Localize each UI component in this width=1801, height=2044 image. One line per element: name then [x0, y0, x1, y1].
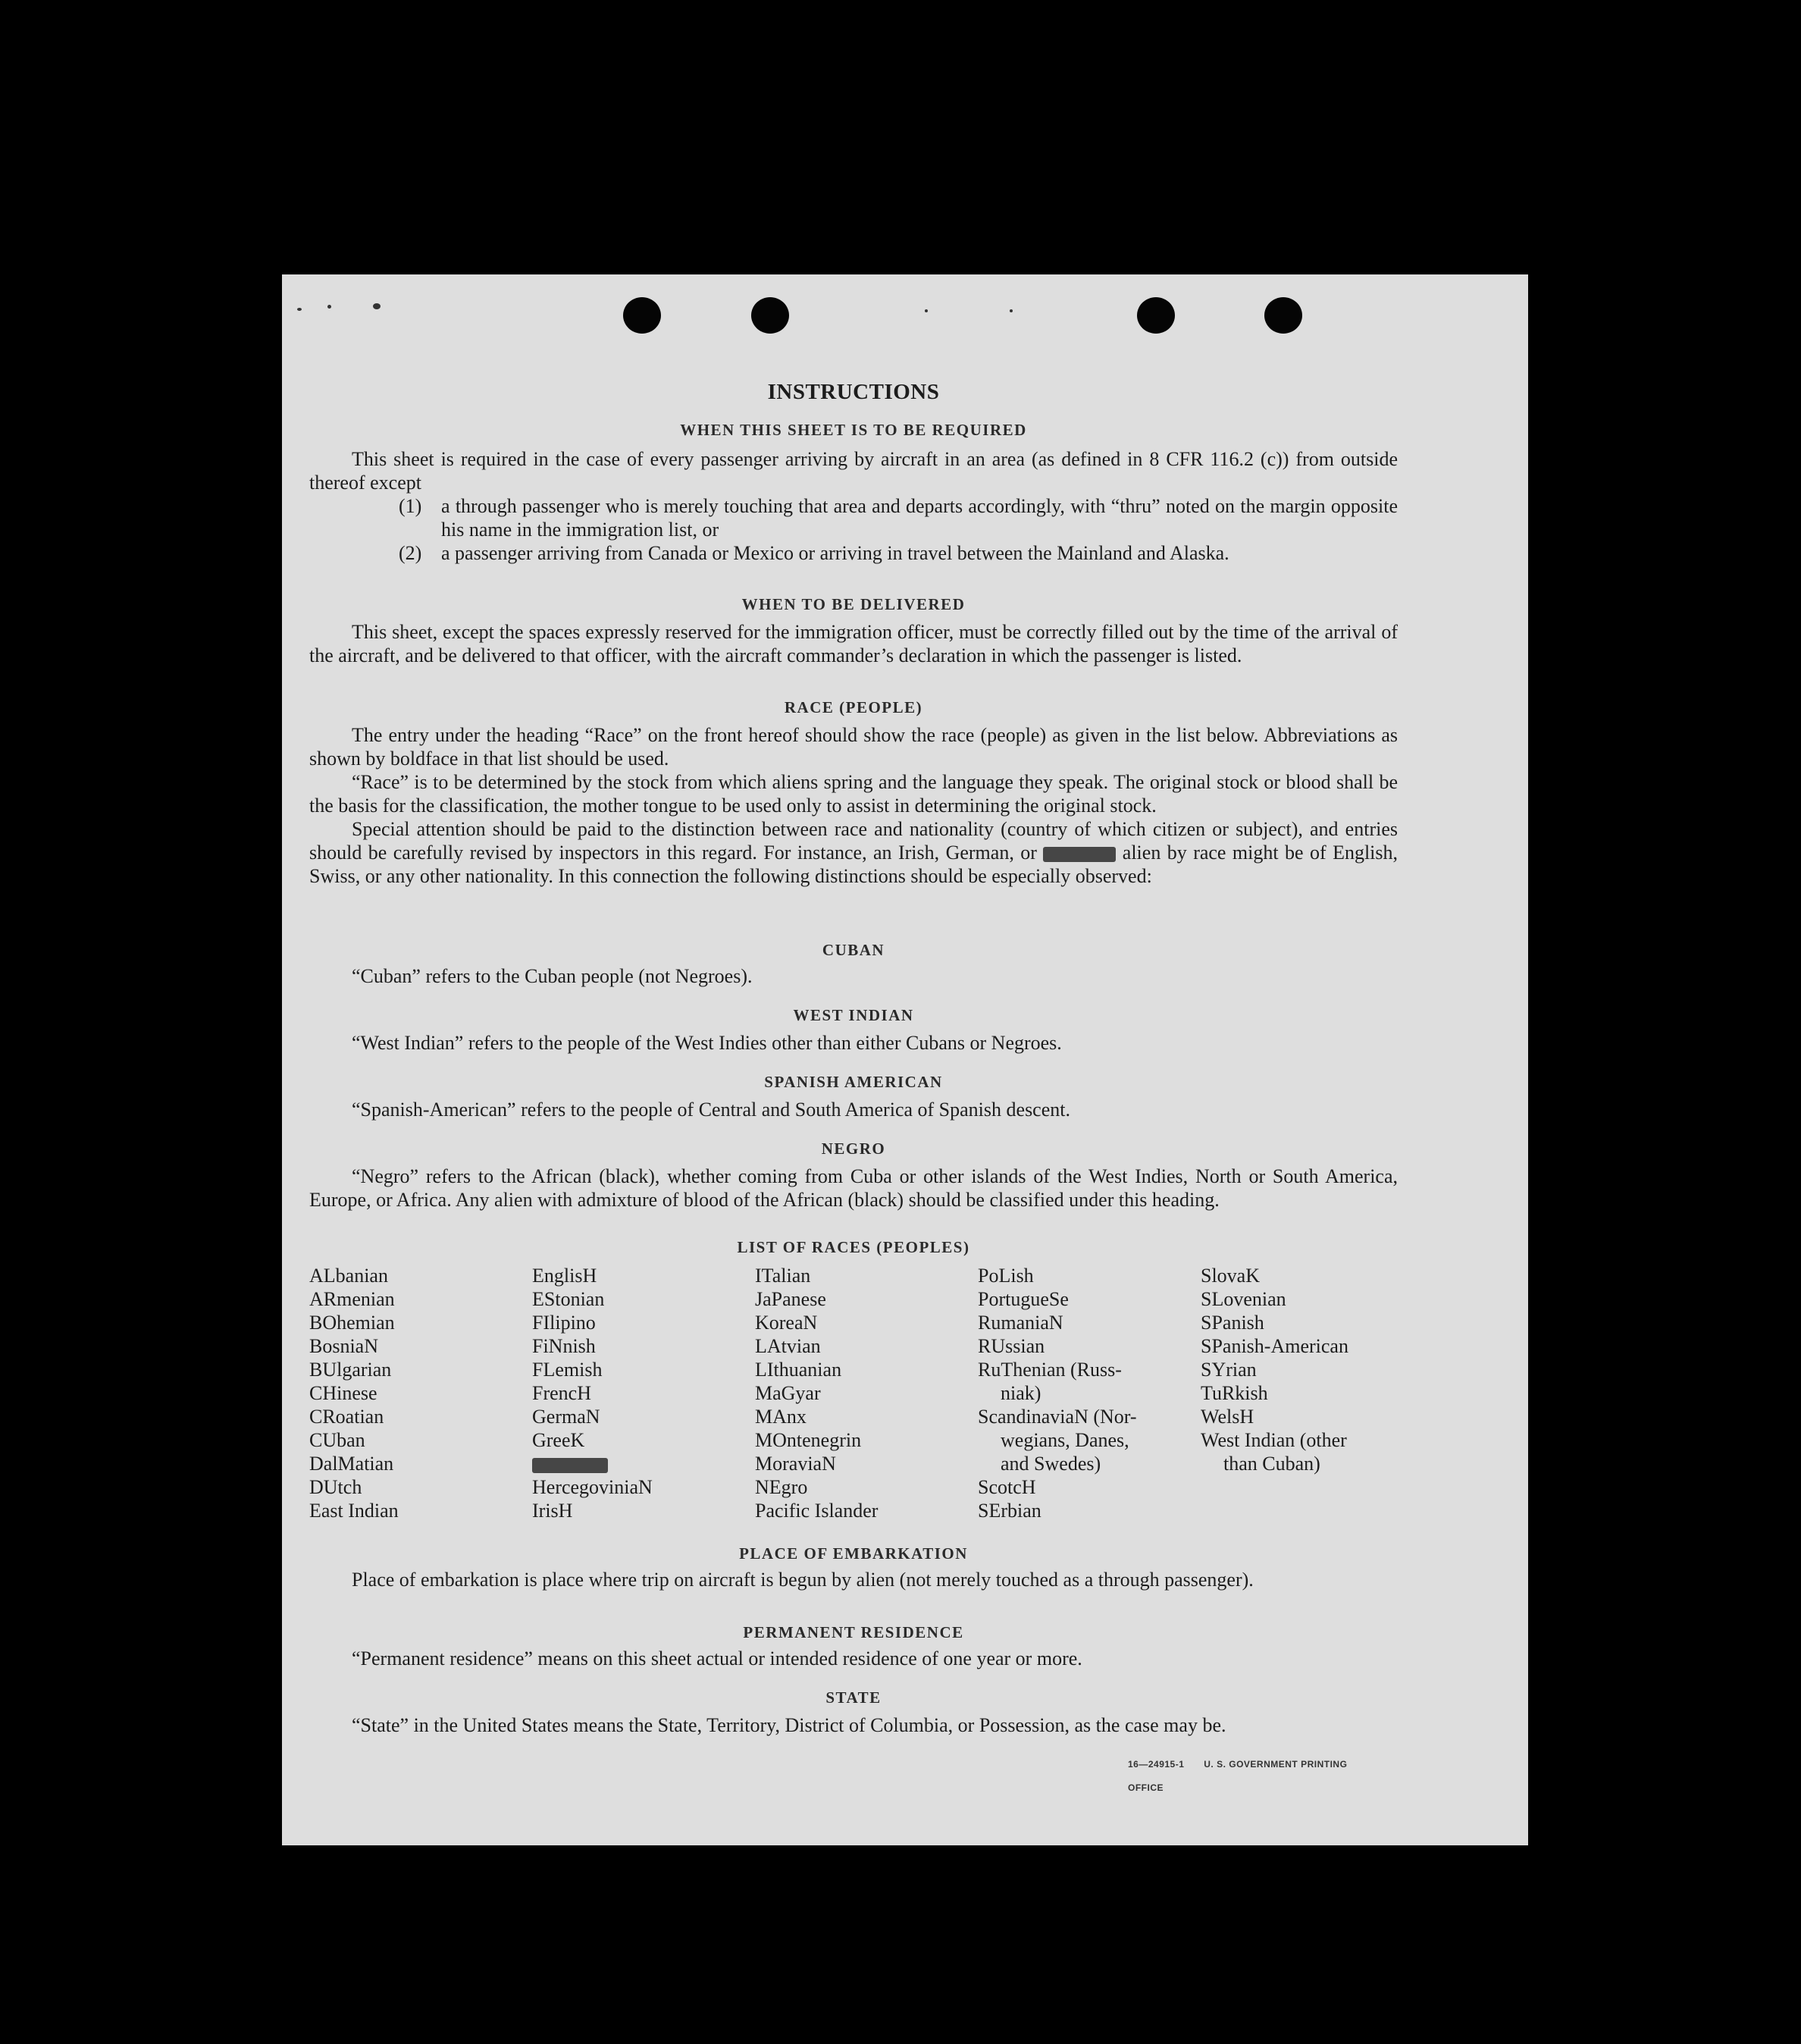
footer — [1128, 1753, 1398, 1800]
race-item: SErbian — [978, 1500, 1041, 1522]
form-number: 16—24915-1 — [1128, 1759, 1185, 1770]
race-item: SlovaK — [1201, 1265, 1260, 1287]
section-title: LIST OF RACES (PEOPLES) — [737, 1238, 970, 1256]
race-item: SPanish-American — [1201, 1335, 1348, 1357]
race-item: BosniaN — [309, 1335, 378, 1357]
race-item: and Swedes) — [1001, 1453, 1101, 1475]
race-item: West Indian (other — [1201, 1429, 1347, 1451]
race-item: niak) — [1001, 1382, 1041, 1404]
race-item: CUban — [309, 1429, 365, 1451]
race-column — [978, 1264, 1137, 1522]
section-title: PLACE OF EMBARKATION — [739, 1544, 968, 1563]
paragraph — [309, 723, 1398, 888]
speck — [373, 303, 381, 309]
paragraph — [309, 447, 1398, 494]
race-item: GreeK — [532, 1429, 585, 1451]
race-item: MAnx — [755, 1406, 807, 1428]
redacted-word — [1043, 847, 1116, 862]
race-item: PortugueSe — [978, 1288, 1069, 1310]
paragraph — [309, 1031, 1398, 1055]
race-item: MaGyar — [755, 1382, 821, 1404]
race-item: ScandinaviaN (Nor- — [978, 1406, 1137, 1428]
race-item: RumaniaN — [978, 1312, 1063, 1334]
speck — [1010, 309, 1013, 312]
paragraph — [309, 1165, 1398, 1212]
race-item: MoraviaN — [755, 1453, 836, 1475]
race-column — [1201, 1264, 1348, 1475]
paragraph-text: This sheet is required in the case of every passenger arriving by aircraft in an area (as defined in 8 CFR 116.2 (c)) from outside thereof except — [309, 448, 1398, 494]
race-item: East Indian — [309, 1500, 399, 1522]
paragraph-text — [309, 817, 1398, 888]
race-item: KoreaN — [755, 1312, 818, 1334]
race-item: ARmenian — [309, 1288, 395, 1310]
race-item: LAtvian — [755, 1335, 821, 1357]
race-item: MOntenegrin — [755, 1429, 862, 1451]
race-item: IrisH — [532, 1500, 573, 1522]
punch-hole — [1264, 297, 1302, 334]
paragraph-text: “State” in the United States means the State, Territory, District of Columbia, or Possession, as the case may be. — [352, 1714, 1226, 1736]
paragraph-text: This sheet, except the spaces expressly reserved for the immigration officer, must be correctly filled out by the time of the arrival of the aircraft, and be delivered to that officer, with the aircraft commander’s declaration in which the passenger is listed. — [309, 621, 1398, 666]
punch-hole — [751, 297, 789, 334]
section-title: RACE (PEOPLE) — [784, 698, 923, 716]
speck — [297, 308, 302, 311]
paragraph-text: “Cuban” refers to the Cuban people (not Negroes). — [352, 965, 753, 987]
race-item-redacted — [532, 1452, 653, 1475]
race-item: than Cuban) — [1223, 1453, 1320, 1475]
race-item: NEgro — [755, 1476, 808, 1498]
race-item: BOhemian — [309, 1312, 395, 1334]
page-title: INSTRUCTIONS — [767, 380, 940, 404]
race-item: ScotcH — [978, 1476, 1036, 1498]
race-item: GermaN — [532, 1406, 600, 1428]
speck — [327, 305, 331, 309]
race-item: SYrian — [1201, 1359, 1257, 1381]
race-item: TuRkish — [1201, 1382, 1268, 1404]
item-number: (1) — [399, 495, 422, 517]
race-item: CHinese — [309, 1382, 377, 1404]
redacted-word — [532, 1458, 608, 1473]
section-title: WEST INDIAN — [793, 1006, 914, 1024]
paragraph — [309, 620, 1398, 667]
paragraph-text: “Negro” refers to the African (black), whether coming from Cuba or other islands of the West Indies, North or South America, Europe, or Africa. Any alien with admixture of blood of the African (black) should be classified under this heading. — [309, 1165, 1398, 1211]
section-title: NEGRO — [821, 1140, 886, 1158]
race-item: ALbanian — [309, 1265, 388, 1287]
race-item: BUlgarian — [309, 1359, 392, 1381]
race-item: PoLish — [978, 1265, 1034, 1287]
race-column — [532, 1264, 653, 1522]
item-text: a passenger arriving from Canada or Mexico or arriving in travel between the Mainland and Alaska. — [441, 542, 1229, 564]
race-item: FrencH — [532, 1382, 591, 1404]
race-item: WelsH — [1201, 1406, 1254, 1428]
paragraph-text-part: Special attention should be paid to the distinction between race and nationality (country of which citizen or subject), and entries should be carefully revised by inspectors in this regard. For instance, an Irish, German, or — [309, 818, 1398, 864]
race-item: LIthuanian — [755, 1359, 842, 1381]
paragraph — [309, 1098, 1398, 1121]
race-item: CRoatian — [309, 1406, 384, 1428]
document-sheet — [282, 274, 1528, 1845]
speck — [925, 309, 928, 312]
item-text: a through passenger who is merely touching that area and departs accordingly, with “thru” noted on the margin opposite his name in the immigration list, or — [441, 495, 1398, 541]
paragraph — [309, 964, 1398, 988]
race-item: RUssian — [978, 1335, 1045, 1357]
paragraph-text: “Permanent residence” means on this sheet actual or intended residence of one year or more. — [352, 1647, 1082, 1669]
race-item: EnglisH — [532, 1265, 597, 1287]
item-number: (2) — [399, 542, 422, 564]
race-item: EStonian — [532, 1288, 605, 1310]
printer-imprint: U. S. GOVERNMENT PRINTING OFFICE — [1128, 1759, 1348, 1793]
paragraph — [309, 1713, 1398, 1737]
section-title: CUBAN — [822, 941, 885, 959]
race-item: JaPanese — [755, 1288, 826, 1310]
race-item: DUtch — [309, 1476, 362, 1498]
paragraph-text: The entry under the heading “Race” on the front hereof should show the race (people) as given in the list below. Abbreviations as shown by boldface in that list should be used. — [309, 724, 1398, 770]
section-title: PERMANENT RESIDENCE — [743, 1623, 964, 1641]
race-item: wegians, Danes, — [1001, 1429, 1129, 1451]
race-item: HercegoviniaN — [532, 1476, 653, 1498]
section-title: WHEN THIS SHEET IS TO BE REQUIRED — [680, 421, 1027, 439]
section-title: STATE — [825, 1688, 882, 1707]
paragraph-text-part: alien by race might be of English, Swiss, or any other nationality. In this connection the following distinctions should be especially observed: — [309, 842, 1399, 887]
race-item: Pacific Islander — [755, 1500, 879, 1522]
punch-hole — [1137, 297, 1175, 334]
paragraph-text: “West Indian” refers to the people of the West Indies other than either Cubans or Negroes. — [352, 1032, 1062, 1054]
paragraph-text: “Race” is to be determined by the stock from which aliens spring and the language they speak. The original stock or blood shall be the basis for the classification, the mother tongue to be used only to assist in determining the original stock. — [309, 771, 1398, 817]
race-item: DalMatian — [309, 1453, 394, 1475]
race-item: SLovenian — [1201, 1288, 1286, 1310]
race-item: ITalian — [755, 1265, 811, 1287]
paragraph-text: “Spanish-American” refers to the people of Central and South America of Spanish descent. — [352, 1099, 1070, 1121]
punch-hole — [623, 297, 661, 334]
race-item: SPanish — [1201, 1312, 1264, 1334]
race-item: RuThenian (Russ- — [978, 1359, 1122, 1381]
race-item: FIlipino — [532, 1312, 596, 1334]
race-column — [755, 1264, 878, 1522]
race-item: FLemish — [532, 1359, 603, 1381]
section-title: SPANISH AMERICAN — [764, 1073, 943, 1091]
race-column — [309, 1264, 399, 1522]
paragraph-text: Place of embarkation is place where trip on aircraft is begun by alien (not merely touched as a through passenger). — [352, 1569, 1254, 1591]
paragraph — [309, 1647, 1398, 1670]
race-item: FiNnish — [532, 1335, 596, 1357]
paragraph — [309, 1568, 1398, 1591]
section-title: WHEN TO BE DELIVERED — [741, 595, 966, 613]
